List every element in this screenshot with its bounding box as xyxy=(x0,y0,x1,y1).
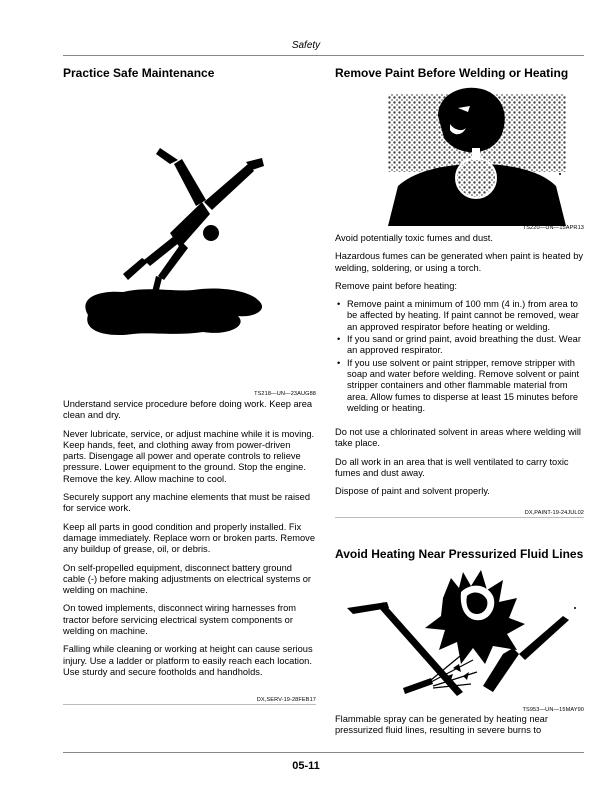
paragraph: On self-propelled equipment, disconnect battery ground cable (-) before making adjustments on electrical systems or welding on machine. xyxy=(63,562,312,596)
list-item: • If you use solvent or paint stripper, remove stripper with soap and water before welding. Remove solvent or paint stripper containers and other flammable material from area. Allow fumes to disperse at least 15 minutes before welding or heating. xyxy=(335,358,584,414)
list-item: • If you sand or grind paint, avoid breathing the dust. Wear an approved respirator. xyxy=(335,334,584,357)
right-body-text xyxy=(335,233,584,505)
toxic-fumes-illustration xyxy=(378,86,568,226)
section-title-remove-paint: Remove Paint Before Welding or Heating xyxy=(335,66,569,80)
right-body-text-2 xyxy=(335,714,584,744)
page-number: 05-11 xyxy=(292,760,320,772)
doc-code-paint: DX,PAINT-19-24JUL02 xyxy=(524,510,584,516)
falling-person-illustration xyxy=(78,140,308,350)
paragraph: Understand service procedure before doing work. Keep area clean and dry. xyxy=(63,399,313,421)
paragraph: Do not use a chlorinated solvent in areas where welding will take place. xyxy=(335,427,581,449)
paragraph: Dispose of paint and solvent properly. xyxy=(335,486,490,497)
header-divider xyxy=(63,55,584,56)
paragraph: Avoid potentially toxic fumes and dust. xyxy=(335,233,493,243)
section-divider xyxy=(335,517,584,518)
list-item: • Remove paint a minimum of 100 mm (4 in.) from area to be affected by heating. If paint cannot be removed, wear an approved respirator before heating or welding. xyxy=(335,299,584,333)
left-body-text xyxy=(63,399,316,685)
paragraph: Falling while cleaning or working at height can cause serious injury. Use a ladder or platform to easily reach each location. Use sturdy and secure footholds and handholds. xyxy=(63,644,313,677)
paragraph: On towed implements, disconnect wiring harnesses from tractor before servicing electrical system components or welding on machine. xyxy=(63,603,297,637)
doc-code-serv: DX,SERV-19-28FEB17 xyxy=(256,697,316,703)
paragraph: Hazardous fumes can be generated when paint is heated by welding, soldering, or using a torch. xyxy=(335,251,584,273)
section-title-pressurized-lines: Avoid Heating Near Pressurized Fluid Lines xyxy=(335,547,584,561)
image-code-ts953: TS953—UN—15MAY90 xyxy=(522,707,584,713)
paragraph: Flammable spray can be generated by heating near pressurized fluid lines, resulting in severe burns to xyxy=(335,714,548,736)
image-code-ts220: TS220—UN—15APR13 xyxy=(522,225,584,231)
paragraph: Remove paint before heating: xyxy=(335,280,457,291)
paragraph: Never lubricate, service, or adjust machine while it is moving. Keep hands, feet, and clothing away from power-driven parts. Disengage all power and operate controls to relieve pressure. Lower equipment to the ground. Stop the engine. Remove the key. Allow machine to cool. xyxy=(63,428,315,484)
paragraph: Securely support any machine elements that must be raised for service work. xyxy=(63,492,311,514)
running-header: Safety xyxy=(291,40,321,51)
pressurized-line-fire-illustration xyxy=(343,568,579,706)
paragraph: Keep all parts in good condition and properly installed. Fix damage immediately. Replace worn or broken parts. Remove any buildup of grease, oil, or debris. xyxy=(63,521,315,555)
footer-divider xyxy=(63,752,584,753)
section-divider xyxy=(63,704,316,705)
paragraph: Do all work in an area that is well ventilated to carry toxic fumes and dust away. xyxy=(335,456,569,479)
image-code-ts218: TS218—UN—23AUG88 xyxy=(254,391,316,397)
bullet-list xyxy=(335,299,584,414)
section-title-safe-maintenance: Practice Safe Maintenance xyxy=(63,66,215,80)
